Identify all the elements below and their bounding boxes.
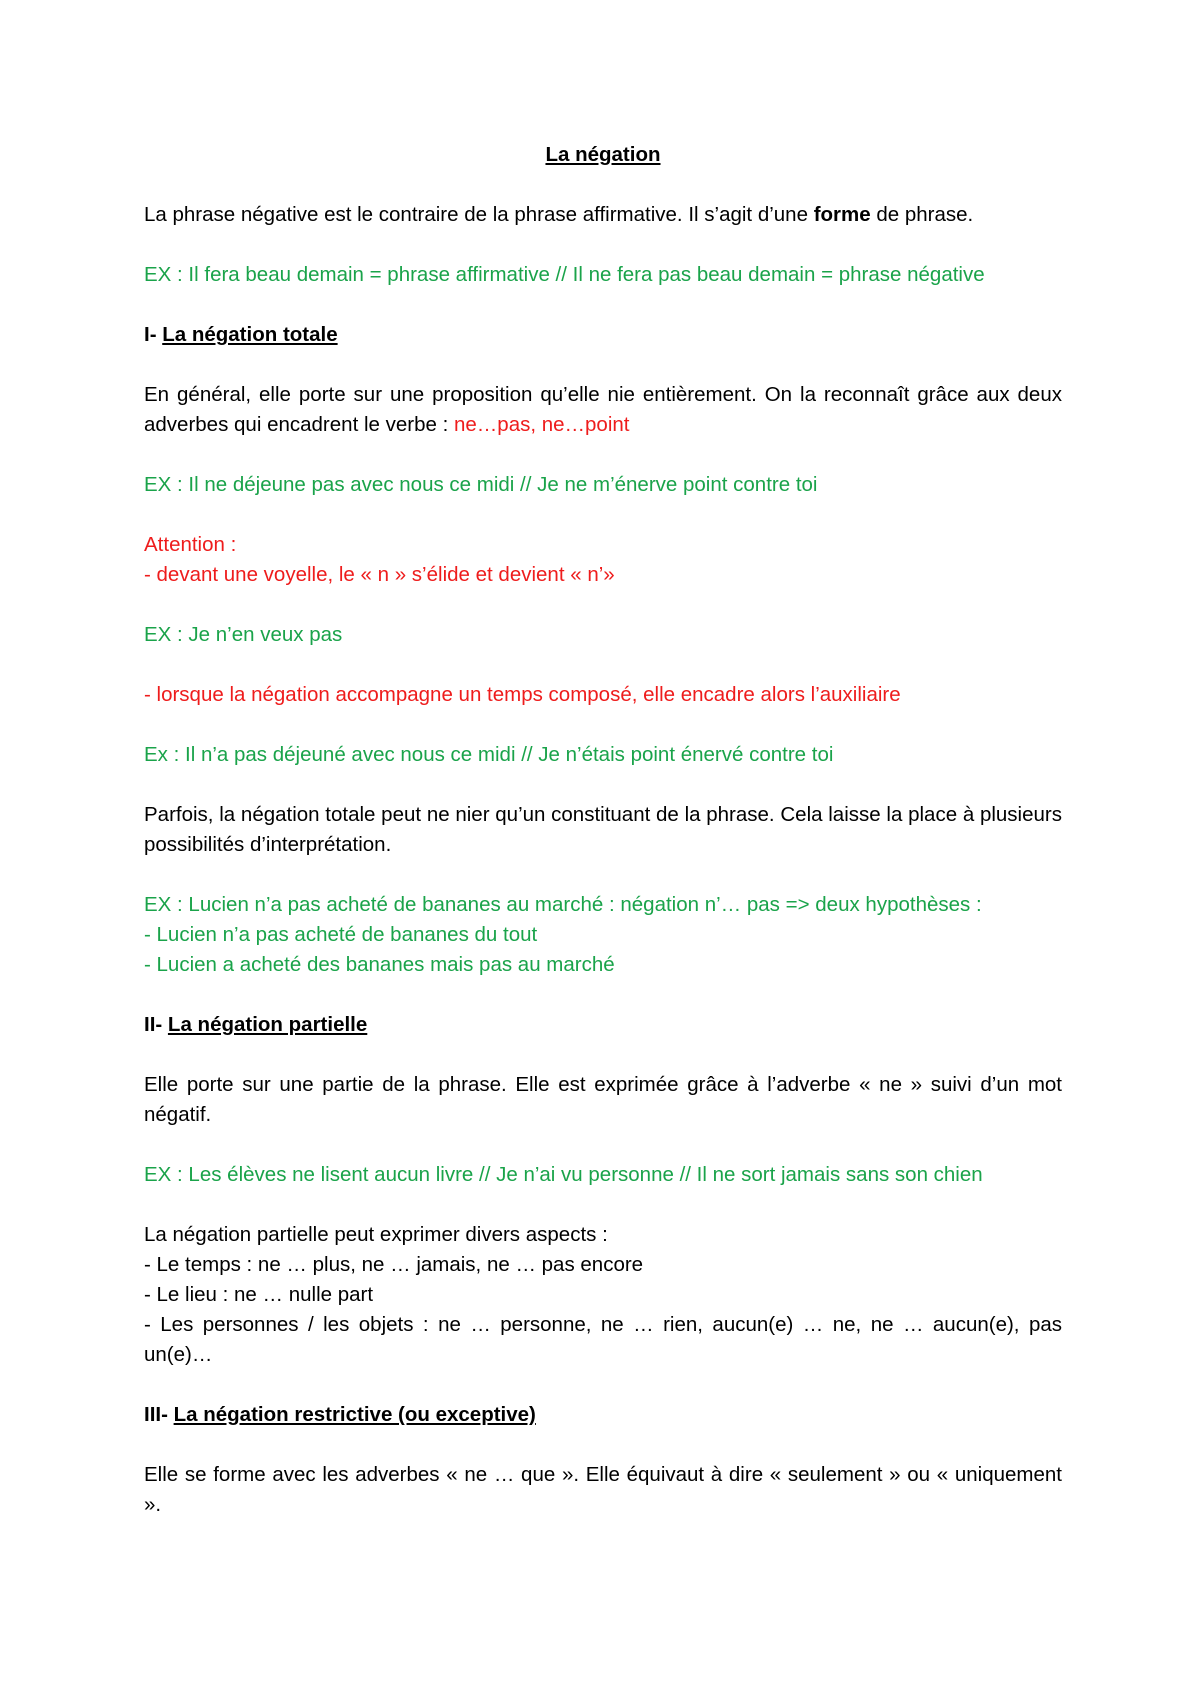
section-1-example-4 (144, 890, 1062, 980)
page-title: La négation (545, 143, 661, 166)
section-1-adverbs: ne…pas, ne…point (453, 413, 630, 436)
aspect-place: - Le lieu : ne … nulle part (144, 1283, 374, 1306)
intro-bold-word: forme (813, 203, 871, 226)
intro-example: EX : Il fera beau demain = phrase affirmative // Il ne fera pas beau demain = phrase négative (144, 263, 985, 286)
aspect-time: - Le temps : ne … plus, ne … jamais, ne … pas encore (144, 1253, 644, 1276)
section-2-aspects (144, 1220, 1062, 1370)
section-2-example: EX : Les élèves ne lisent aucun livre // Je n’ai vu personne // Il ne sort jamais sans son chien (144, 1163, 983, 1186)
section-1-number: I- (144, 323, 163, 346)
section-3-number: III- (144, 1403, 174, 1426)
example-4-line-3: - Lucien a acheté des bananes mais pas au marché (144, 953, 615, 976)
section-1-parfois: Parfois, la négation totale peut ne nier qu’un constituant de la phrase. Cela laisse la place à plusieurs possibilités d’interprétation. (144, 803, 1062, 856)
section-1-paragraph (144, 380, 1062, 440)
aspect-people-objects: - Les personnes / les objets : ne … personne, ne … rien, aucun(e) … ne, ne … aucun(e), pas un(e)… (144, 1313, 1062, 1366)
attention-title: Attention : (144, 533, 237, 556)
attention-block (144, 530, 1062, 590)
section-2-title (144, 1010, 1062, 1040)
section-1-example-3: Ex : Il n’a pas déjeuné avec nous ce midi // Je n’étais point énervé contre toi (144, 743, 834, 766)
attention-rule-1: - devant une voyelle, le « n » s’élide et devient « n’» (144, 563, 615, 586)
intro-text-start: La phrase négative est le contraire de la phrase affirmative. Il s’agit d’une (144, 203, 814, 226)
section-1-text: En général, elle porte sur une proposition qu’elle nie entièrement. On la reconnaît grâce aux deux adverbes qui encadrent le verbe : (144, 383, 1062, 436)
section-1-title (144, 320, 1062, 350)
section-3-title (144, 1400, 1062, 1430)
section-2-paragraph: Elle porte sur une partie de la phrase. Elle est exprimée grâce à l’adverbe « ne » suivi d’un mot négatif. (144, 1073, 1062, 1126)
intro-paragraph (144, 200, 1062, 230)
section-3-heading: La négation restrictive (ou exceptive) (173, 1403, 536, 1426)
section-2-heading: La négation partielle (167, 1013, 368, 1036)
section-1-example-1: EX : Il ne déjeune pas avec nous ce midi // Je ne m’énerve point contre toi (144, 473, 818, 496)
intro-text-end: de phrase. (870, 203, 974, 226)
example-4-line-1: EX : Lucien n’a pas acheté de bananes au marché : négation n’… pas => deux hypothèses : (144, 893, 982, 916)
section-1-example-2: EX : Je n’en veux pas (144, 623, 343, 646)
example-4-line-2: - Lucien n’a pas acheté de bananes du tout (144, 923, 538, 946)
aspects-intro: La négation partielle peut exprimer divers aspects : (144, 1223, 608, 1246)
document-page (144, 140, 1062, 1550)
section-1-heading: La négation totale (162, 323, 338, 346)
section-3-paragraph: Elle se forme avec les adverbes « ne … que ». Elle équivaut à dire « seulement » ou « uniquement ». (144, 1463, 1062, 1516)
section-2-number: II- (144, 1013, 168, 1036)
attention-rule-2: - lorsque la négation accompagne un temps composé, elle encadre alors l’auxiliaire (144, 683, 901, 706)
